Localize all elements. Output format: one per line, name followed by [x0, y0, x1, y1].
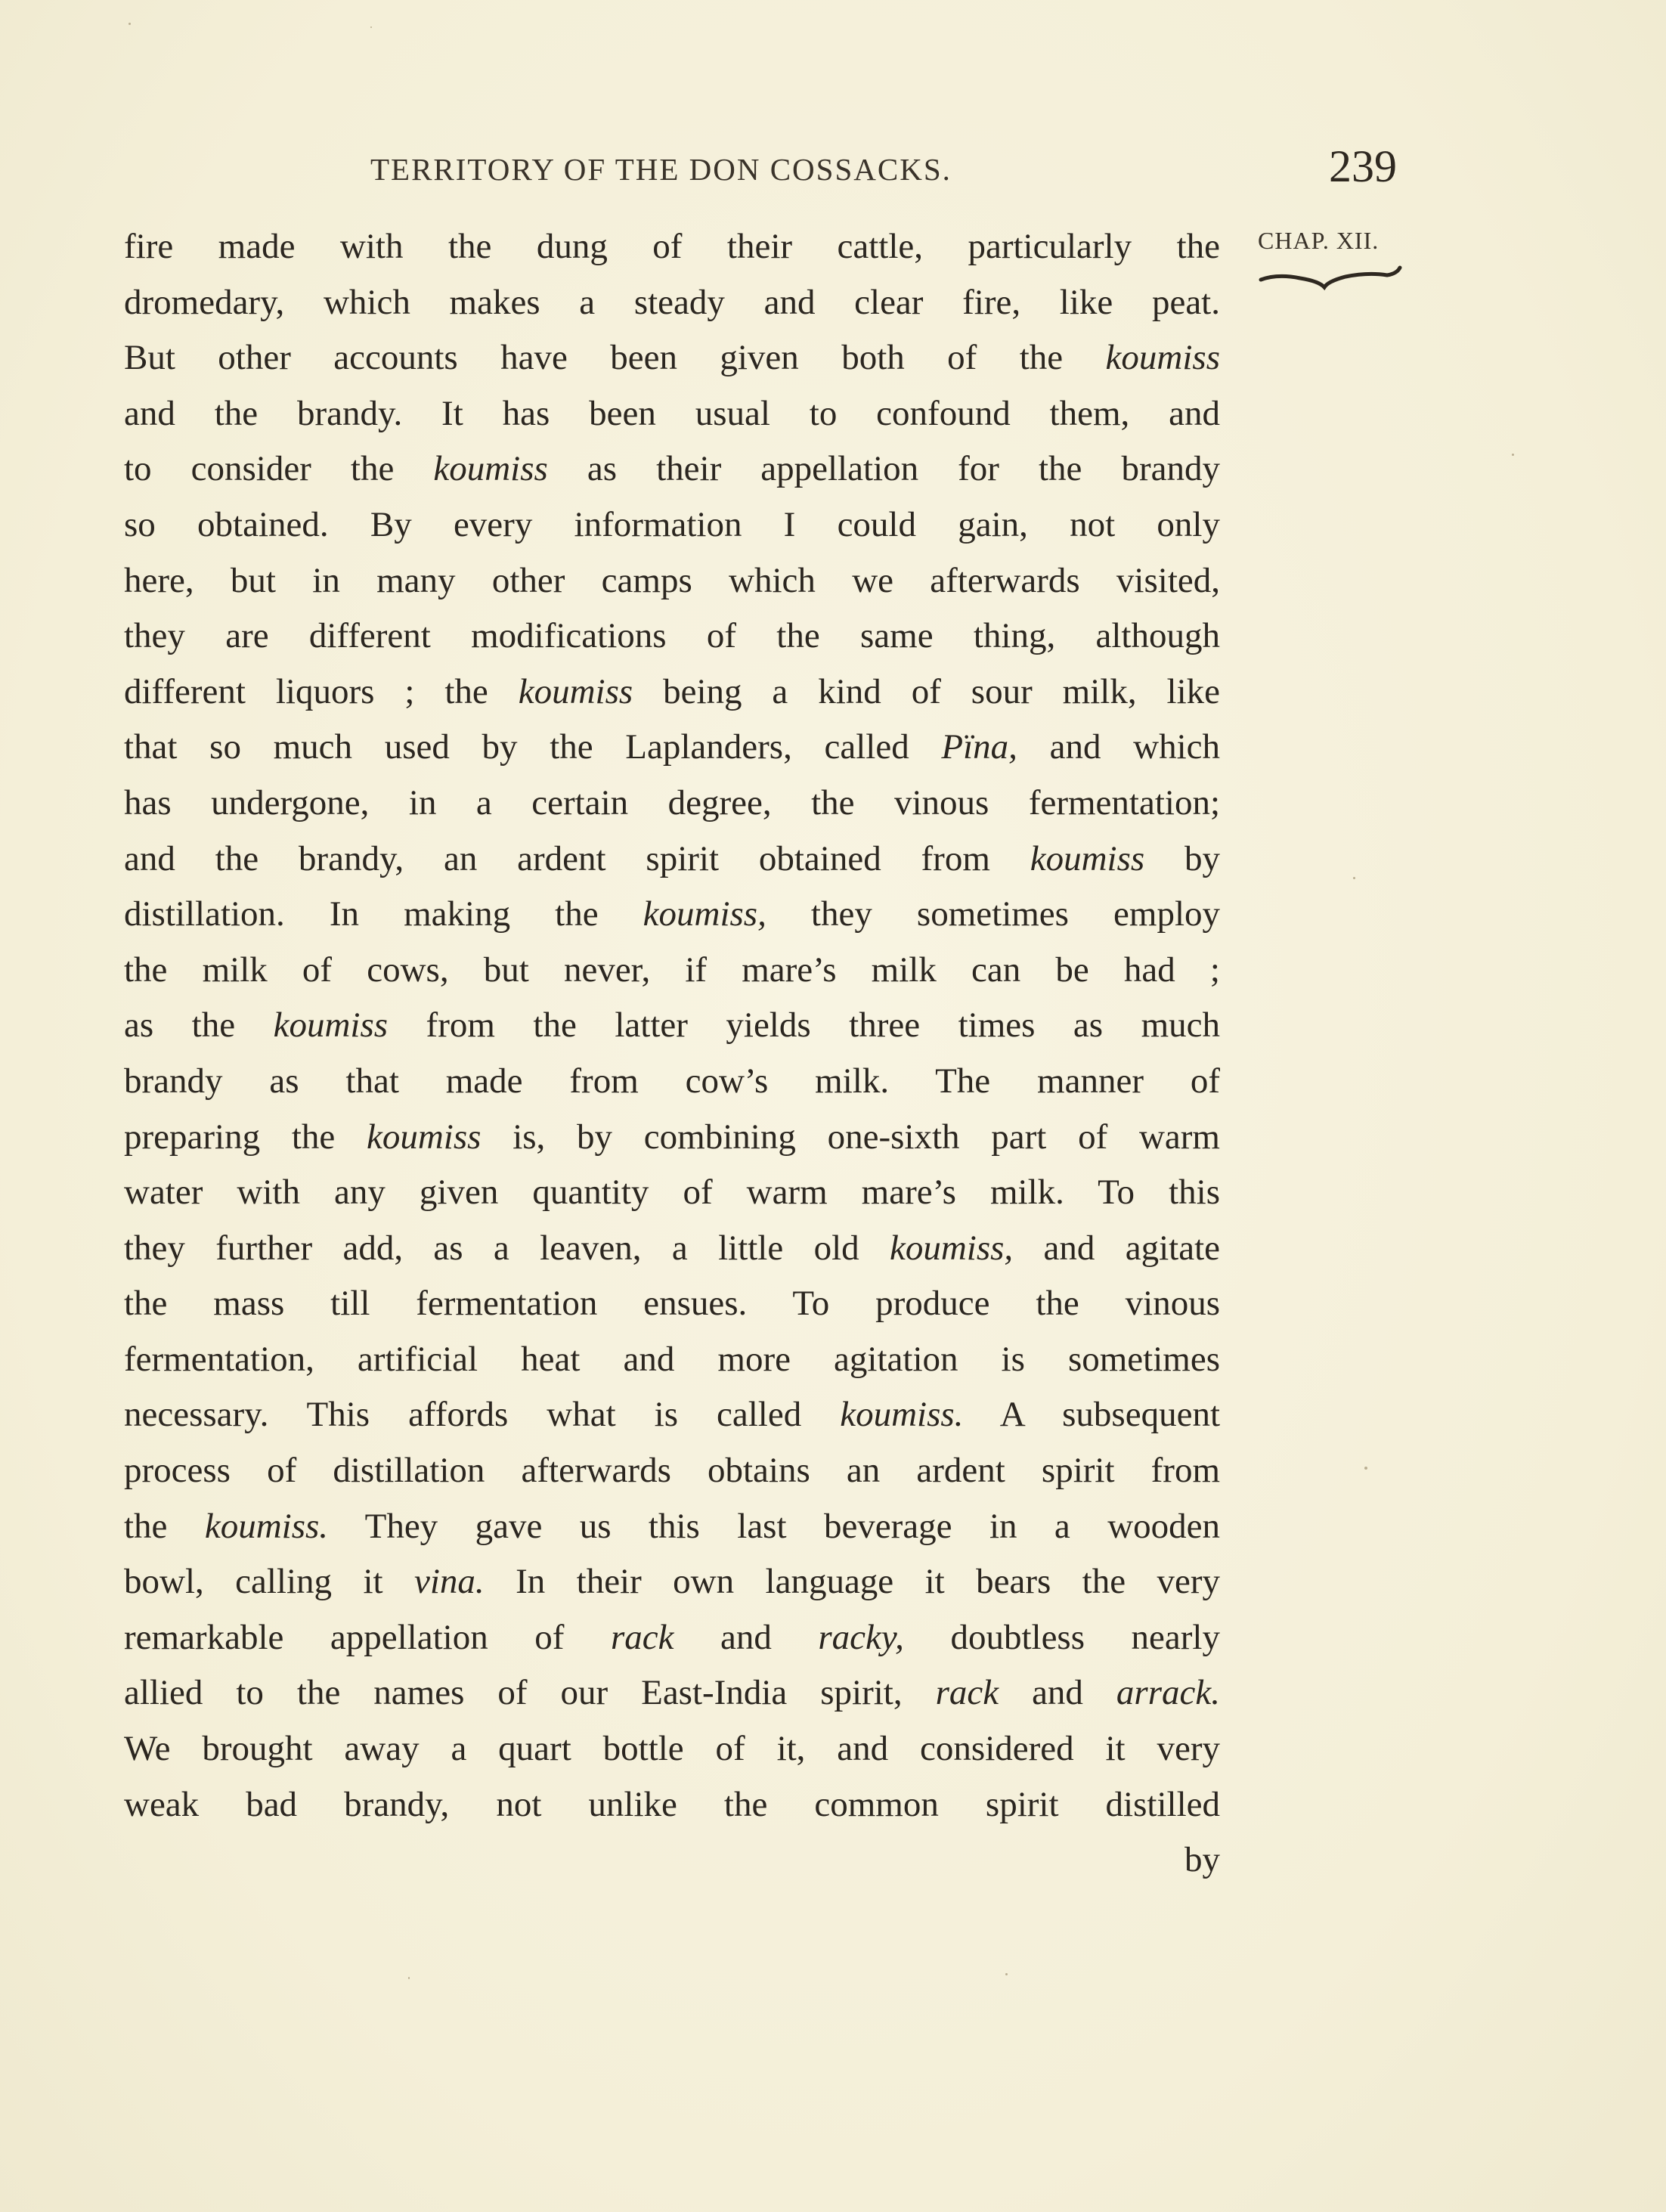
text-line: brandy as that made from cow’s milk. The manner of [124, 1061, 1220, 1101]
catchword: by [1184, 1840, 1220, 1880]
italic-term: koumiss. [204, 1506, 329, 1546]
text-line: to consider the koumiss as their appellation for the brandy [124, 449, 1220, 489]
italic-term: koumiss [273, 1005, 389, 1046]
italic-term: koumiss, [889, 1228, 1014, 1268]
italic-term: arrack. [1116, 1673, 1220, 1713]
italic-term: rack [610, 1617, 674, 1657]
text-line: process of distillation afterwards obtains an ardent spirit from [124, 1451, 1220, 1491]
text-line: remarkable appellation of rack and racky, doubtless nearly [124, 1617, 1220, 1657]
italic-term: koumiss [1030, 838, 1145, 878]
text-line: so obtained. By every information I could gain, not only [124, 504, 1220, 544]
text-line: they are different modifications of the same thing, although [124, 616, 1220, 656]
italic-term: rack [935, 1673, 999, 1713]
text-line: water with any given quantity of warm mare’s milk. To this [124, 1173, 1220, 1213]
text-line: allied to the names of our East-India spirit, rack and arrack. [124, 1673, 1220, 1713]
italic-term: koumiss [367, 1117, 482, 1157]
body-text [124, 219, 1220, 1888]
text-line: that so much used by the Laplanders, called Pïna, and which [124, 727, 1220, 767]
curly-brace-ornament [1255, 265, 1406, 302]
italic-term: Pïna, [941, 727, 1017, 767]
italic-term: racky, [818, 1617, 904, 1657]
text-line: the mass till fermentation ensues. To produce the vinous [124, 1284, 1220, 1324]
text-line: weak bad brandy, not unlike the common spirit distilled [124, 1784, 1220, 1824]
text-line: and the brandy. It has been usual to confound them, and [124, 393, 1220, 433]
page-number: 239 [1329, 141, 1397, 191]
text-line: dromedary, which makes a steady and clear fire, like peat. [124, 282, 1220, 322]
text-line: necessary. This affords what is called koumiss. A subsequent [124, 1395, 1220, 1435]
text-line: here, but in many other camps which we afterwards visited, [124, 560, 1220, 600]
text-line: distillation. In making the koumiss, they sometimes employ [124, 894, 1220, 934]
text-line: bowl, calling it vina. In their own language it bears the very [124, 1562, 1220, 1602]
text-line: the milk of cows, but never, if mare’s milk can be had ; [124, 950, 1220, 990]
italic-term: koumiss [518, 671, 633, 711]
italic-term: vina. [414, 1562, 485, 1602]
text-line: different liquors ; the koumiss being a kind of sour milk, like [124, 671, 1220, 711]
italic-term: koumiss [433, 449, 548, 489]
text-line: and the brandy, an ardent spirit obtained from koumiss by [124, 838, 1220, 878]
italic-term: koumiss. [840, 1395, 964, 1435]
text-line: But other accounts have been given both of the koumiss [124, 338, 1220, 378]
italic-term: koumiss [1105, 338, 1220, 378]
text-line: they further add, as a leaven, a little old koumiss, and agitate [124, 1228, 1220, 1268]
text-line: We brought away a quart bottle of it, and considered it very [124, 1729, 1220, 1769]
text-line: preparing the koumiss is, by combining one-sixth part of warm [124, 1117, 1220, 1157]
italic-term: koumiss, [643, 894, 766, 934]
chapter-marginal-note: CHAP. XII. [1258, 227, 1380, 254]
text-line: fermentation, artificial heat and more agitation is sometimes [124, 1339, 1220, 1379]
text-line: the koumiss. They gave us this last beverage in a wooden [124, 1506, 1220, 1546]
text-line: as the koumiss from the latter yields three times as much [124, 1005, 1220, 1046]
running-head: TERRITORY OF THE DON COSSACKS. [370, 152, 952, 187]
text-line: fire made with the dung of their cattle, particularly the [124, 227, 1220, 266]
text-line: has undergone, in a certain degree, the vinous fermentation; [124, 782, 1220, 823]
